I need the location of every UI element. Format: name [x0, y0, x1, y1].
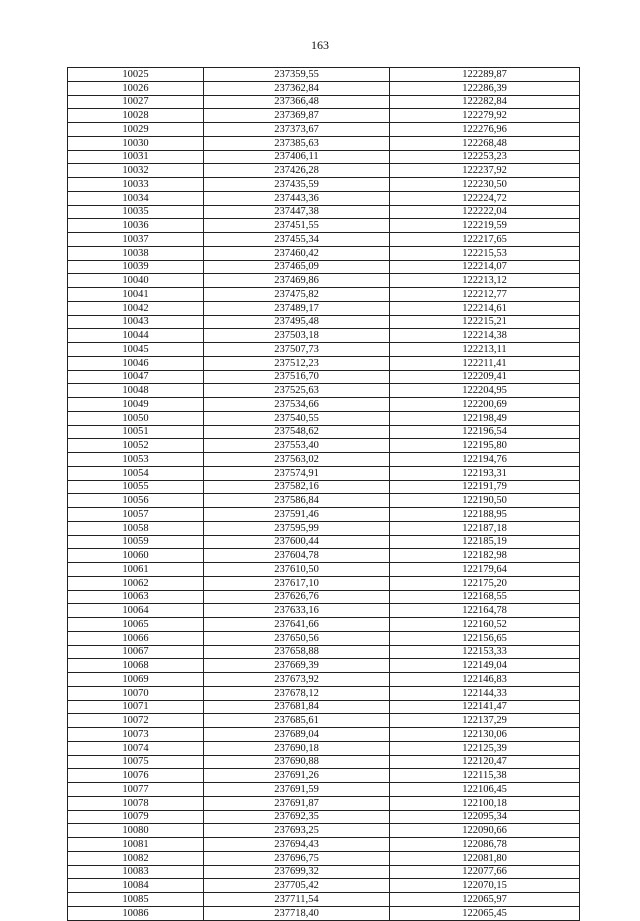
x-coordinate-cell: 237591,46 — [204, 508, 390, 522]
point-number-cell: 10071 — [68, 700, 204, 714]
x-coordinate-cell: 237385,63 — [204, 136, 390, 150]
table-row — [68, 851, 580, 865]
point-number-cell: 10066 — [68, 631, 204, 645]
y-coordinate-cell: 122146,83 — [390, 673, 580, 687]
y-coordinate-cell: 122086,78 — [390, 838, 580, 852]
x-coordinate-cell: 237617,10 — [204, 576, 390, 590]
x-coordinate-cell: 237693,25 — [204, 824, 390, 838]
point-number-cell: 10054 — [68, 466, 204, 480]
table-row — [68, 453, 580, 467]
y-coordinate-cell: 122149,04 — [390, 659, 580, 673]
x-coordinate-cell: 237711,54 — [204, 893, 390, 907]
y-coordinate-cell: 122141,47 — [390, 700, 580, 714]
point-number-cell: 10086 — [68, 906, 204, 920]
x-coordinate-cell: 237691,26 — [204, 769, 390, 783]
point-number-cell: 10064 — [68, 604, 204, 618]
x-coordinate-cell: 237586,84 — [204, 494, 390, 508]
x-coordinate-cell: 237451,55 — [204, 219, 390, 233]
x-coordinate-cell: 237548,62 — [204, 425, 390, 439]
table-row — [68, 631, 580, 645]
table-row — [68, 769, 580, 783]
point-number-cell: 10067 — [68, 645, 204, 659]
y-coordinate-cell: 122081,80 — [390, 851, 580, 865]
point-number-cell: 10030 — [68, 136, 204, 150]
y-coordinate-cell: 122137,29 — [390, 714, 580, 728]
y-coordinate-cell: 122090,66 — [390, 824, 580, 838]
y-coordinate-cell: 122214,07 — [390, 260, 580, 274]
x-coordinate-cell: 237685,61 — [204, 714, 390, 728]
y-coordinate-cell: 122276,96 — [390, 123, 580, 137]
table-row — [68, 439, 580, 453]
coordinates-table-body — [68, 68, 580, 921]
y-coordinate-cell: 122286,39 — [390, 81, 580, 95]
point-number-cell: 10063 — [68, 590, 204, 604]
y-coordinate-cell: 122195,80 — [390, 439, 580, 453]
y-coordinate-cell: 122279,92 — [390, 109, 580, 123]
table-row — [68, 466, 580, 480]
point-number-cell: 10052 — [68, 439, 204, 453]
point-number-cell: 10027 — [68, 95, 204, 109]
table-row — [68, 618, 580, 632]
point-number-cell: 10034 — [68, 191, 204, 205]
table-row — [68, 508, 580, 522]
y-coordinate-cell: 122144,33 — [390, 686, 580, 700]
x-coordinate-cell: 237690,88 — [204, 755, 390, 769]
table-row — [68, 673, 580, 687]
table-row — [68, 576, 580, 590]
point-number-cell: 10085 — [68, 893, 204, 907]
table-row — [68, 741, 580, 755]
table-row — [68, 301, 580, 315]
x-coordinate-cell: 237469,86 — [204, 274, 390, 288]
x-coordinate-cell: 237443,36 — [204, 191, 390, 205]
y-coordinate-cell: 122209,41 — [390, 370, 580, 384]
table-row — [68, 384, 580, 398]
x-coordinate-cell: 237373,67 — [204, 123, 390, 137]
y-coordinate-cell: 122182,98 — [390, 549, 580, 563]
y-coordinate-cell: 122160,52 — [390, 618, 580, 632]
x-coordinate-cell: 237507,73 — [204, 343, 390, 357]
y-coordinate-cell: 122222,04 — [390, 205, 580, 219]
table-row — [68, 260, 580, 274]
table-row — [68, 796, 580, 810]
y-coordinate-cell: 122237,92 — [390, 164, 580, 178]
point-number-cell: 10044 — [68, 329, 204, 343]
table-row — [68, 879, 580, 893]
point-number-cell: 10038 — [68, 246, 204, 260]
point-number-cell: 10084 — [68, 879, 204, 893]
table-row — [68, 494, 580, 508]
point-number-cell: 10049 — [68, 398, 204, 412]
y-coordinate-cell: 122164,78 — [390, 604, 580, 618]
point-number-cell: 10040 — [68, 274, 204, 288]
point-number-cell: 10047 — [68, 370, 204, 384]
y-coordinate-cell: 122187,18 — [390, 521, 580, 535]
y-coordinate-cell: 122175,20 — [390, 576, 580, 590]
y-coordinate-cell: 122215,21 — [390, 315, 580, 329]
x-coordinate-cell: 237691,59 — [204, 783, 390, 797]
table-row — [68, 645, 580, 659]
y-coordinate-cell: 122213,11 — [390, 343, 580, 357]
x-coordinate-cell: 237465,09 — [204, 260, 390, 274]
point-number-cell: 10043 — [68, 315, 204, 329]
y-coordinate-cell: 122153,33 — [390, 645, 580, 659]
y-coordinate-cell: 122213,12 — [390, 274, 580, 288]
point-number-cell: 10051 — [68, 425, 204, 439]
x-coordinate-cell: 237699,32 — [204, 865, 390, 879]
table-row — [68, 521, 580, 535]
coordinates-table — [67, 67, 580, 921]
table-row — [68, 425, 580, 439]
table-row — [68, 906, 580, 920]
point-number-cell: 10031 — [68, 150, 204, 164]
point-number-cell: 10079 — [68, 810, 204, 824]
point-number-cell: 10070 — [68, 686, 204, 700]
point-number-cell: 10081 — [68, 838, 204, 852]
point-number-cell: 10036 — [68, 219, 204, 233]
point-number-cell: 10072 — [68, 714, 204, 728]
x-coordinate-cell: 237489,17 — [204, 301, 390, 315]
table-row — [68, 315, 580, 329]
y-coordinate-cell: 122268,48 — [390, 136, 580, 150]
table-row — [68, 233, 580, 247]
x-coordinate-cell: 237503,18 — [204, 329, 390, 343]
point-number-cell: 10082 — [68, 851, 204, 865]
point-number-cell: 10041 — [68, 288, 204, 302]
table-row — [68, 563, 580, 577]
x-coordinate-cell: 237406,11 — [204, 150, 390, 164]
point-number-cell: 10025 — [68, 68, 204, 82]
table-row — [68, 838, 580, 852]
y-coordinate-cell: 122106,45 — [390, 783, 580, 797]
y-coordinate-cell: 122211,41 — [390, 356, 580, 370]
point-number-cell: 10042 — [68, 301, 204, 315]
y-coordinate-cell: 122289,87 — [390, 68, 580, 82]
x-coordinate-cell: 237563,02 — [204, 453, 390, 467]
x-coordinate-cell: 237369,87 — [204, 109, 390, 123]
point-number-cell: 10065 — [68, 618, 204, 632]
x-coordinate-cell: 237595,99 — [204, 521, 390, 535]
point-number-cell: 10029 — [68, 123, 204, 137]
y-coordinate-cell: 122230,50 — [390, 178, 580, 192]
table-row — [68, 205, 580, 219]
point-number-cell: 10039 — [68, 260, 204, 274]
table-row — [68, 686, 580, 700]
point-number-cell: 10083 — [68, 865, 204, 879]
table-row — [68, 604, 580, 618]
x-coordinate-cell: 237460,42 — [204, 246, 390, 260]
table-row — [68, 714, 580, 728]
x-coordinate-cell: 237650,56 — [204, 631, 390, 645]
point-number-cell: 10061 — [68, 563, 204, 577]
y-coordinate-cell: 122215,53 — [390, 246, 580, 260]
x-coordinate-cell: 237540,55 — [204, 411, 390, 425]
table-row — [68, 535, 580, 549]
point-number-cell: 10075 — [68, 755, 204, 769]
x-coordinate-cell: 237582,16 — [204, 480, 390, 494]
point-number-cell: 10060 — [68, 549, 204, 563]
y-coordinate-cell: 122190,50 — [390, 494, 580, 508]
table-row — [68, 246, 580, 260]
point-number-cell: 10048 — [68, 384, 204, 398]
x-coordinate-cell: 237525,63 — [204, 384, 390, 398]
x-coordinate-cell: 237626,76 — [204, 590, 390, 604]
y-coordinate-cell: 122196,54 — [390, 425, 580, 439]
x-coordinate-cell: 237516,70 — [204, 370, 390, 384]
y-coordinate-cell: 122282,84 — [390, 95, 580, 109]
y-coordinate-cell: 122224,72 — [390, 191, 580, 205]
point-number-cell: 10059 — [68, 535, 204, 549]
point-number-cell: 10078 — [68, 796, 204, 810]
x-coordinate-cell: 237495,48 — [204, 315, 390, 329]
y-coordinate-cell: 122191,79 — [390, 480, 580, 494]
x-coordinate-cell: 237600,44 — [204, 535, 390, 549]
point-number-cell: 10045 — [68, 343, 204, 357]
y-coordinate-cell: 122065,97 — [390, 893, 580, 907]
point-number-cell: 10062 — [68, 576, 204, 590]
y-coordinate-cell: 122194,76 — [390, 453, 580, 467]
table-row — [68, 343, 580, 357]
y-coordinate-cell: 122214,61 — [390, 301, 580, 315]
x-coordinate-cell: 237512,23 — [204, 356, 390, 370]
table-row — [68, 590, 580, 604]
table-row — [68, 136, 580, 150]
point-number-cell: 10033 — [68, 178, 204, 192]
y-coordinate-cell: 122219,59 — [390, 219, 580, 233]
point-number-cell: 10046 — [68, 356, 204, 370]
y-coordinate-cell: 122185,19 — [390, 535, 580, 549]
y-coordinate-cell: 122193,31 — [390, 466, 580, 480]
table-row — [68, 755, 580, 769]
x-coordinate-cell: 237362,84 — [204, 81, 390, 95]
y-coordinate-cell: 122095,34 — [390, 810, 580, 824]
x-coordinate-cell: 237604,78 — [204, 549, 390, 563]
x-coordinate-cell: 237455,34 — [204, 233, 390, 247]
table-row — [68, 150, 580, 164]
x-coordinate-cell: 237447,38 — [204, 205, 390, 219]
table-row — [68, 700, 580, 714]
y-coordinate-cell: 122100,18 — [390, 796, 580, 810]
x-coordinate-cell: 237694,43 — [204, 838, 390, 852]
x-coordinate-cell: 237718,40 — [204, 906, 390, 920]
table-row — [68, 178, 580, 192]
x-coordinate-cell: 237553,40 — [204, 439, 390, 453]
y-coordinate-cell: 122200,69 — [390, 398, 580, 412]
point-number-cell: 10053 — [68, 453, 204, 467]
y-coordinate-cell: 122115,38 — [390, 769, 580, 783]
y-coordinate-cell: 122179,64 — [390, 563, 580, 577]
x-coordinate-cell: 237641,66 — [204, 618, 390, 632]
point-number-cell: 10037 — [68, 233, 204, 247]
point-number-cell: 10026 — [68, 81, 204, 95]
y-coordinate-cell: 122212,77 — [390, 288, 580, 302]
x-coordinate-cell: 237359,55 — [204, 68, 390, 82]
y-coordinate-cell: 122125,39 — [390, 741, 580, 755]
y-coordinate-cell: 122217,65 — [390, 233, 580, 247]
x-coordinate-cell: 237610,50 — [204, 563, 390, 577]
table-row — [68, 356, 580, 370]
table-row — [68, 95, 580, 109]
point-number-cell: 10076 — [68, 769, 204, 783]
table-row — [68, 123, 580, 137]
table-row — [68, 893, 580, 907]
table-row — [68, 81, 580, 95]
y-coordinate-cell: 122065,45 — [390, 906, 580, 920]
x-coordinate-cell: 237658,88 — [204, 645, 390, 659]
point-number-cell: 10068 — [68, 659, 204, 673]
table-row — [68, 411, 580, 425]
x-coordinate-cell: 237681,84 — [204, 700, 390, 714]
point-number-cell: 10069 — [68, 673, 204, 687]
x-coordinate-cell: 237475,82 — [204, 288, 390, 302]
table-row — [68, 865, 580, 879]
point-number-cell: 10028 — [68, 109, 204, 123]
y-coordinate-cell: 122188,95 — [390, 508, 580, 522]
point-number-cell: 10035 — [68, 205, 204, 219]
table-row — [68, 68, 580, 82]
y-coordinate-cell: 122077,66 — [390, 865, 580, 879]
point-number-cell: 10055 — [68, 480, 204, 494]
y-coordinate-cell: 122214,38 — [390, 329, 580, 343]
table-row — [68, 398, 580, 412]
x-coordinate-cell: 237633,16 — [204, 604, 390, 618]
x-coordinate-cell: 237678,12 — [204, 686, 390, 700]
y-coordinate-cell: 122070,15 — [390, 879, 580, 893]
point-number-cell: 10056 — [68, 494, 204, 508]
point-number-cell: 10080 — [68, 824, 204, 838]
y-coordinate-cell: 122156,65 — [390, 631, 580, 645]
table-row — [68, 329, 580, 343]
x-coordinate-cell: 237534,66 — [204, 398, 390, 412]
x-coordinate-cell: 237696,75 — [204, 851, 390, 865]
x-coordinate-cell: 237669,39 — [204, 659, 390, 673]
x-coordinate-cell: 237426,28 — [204, 164, 390, 178]
table-row — [68, 274, 580, 288]
point-number-cell: 10073 — [68, 728, 204, 742]
y-coordinate-cell: 122130,06 — [390, 728, 580, 742]
table-row — [68, 783, 580, 797]
table-row — [68, 810, 580, 824]
point-number-cell: 10032 — [68, 164, 204, 178]
page-number: 163 — [311, 38, 329, 52]
x-coordinate-cell: 237435,59 — [204, 178, 390, 192]
point-number-cell: 10058 — [68, 521, 204, 535]
table-row — [68, 288, 580, 302]
point-number-cell: 10077 — [68, 783, 204, 797]
x-coordinate-cell: 237690,18 — [204, 741, 390, 755]
table-row — [68, 370, 580, 384]
table-row — [68, 164, 580, 178]
x-coordinate-cell: 237691,87 — [204, 796, 390, 810]
point-number-cell: 10074 — [68, 741, 204, 755]
y-coordinate-cell: 122198,49 — [390, 411, 580, 425]
x-coordinate-cell: 237689,04 — [204, 728, 390, 742]
table-row — [68, 824, 580, 838]
table-row — [68, 480, 580, 494]
table-row — [68, 728, 580, 742]
y-coordinate-cell: 122253,23 — [390, 150, 580, 164]
x-coordinate-cell: 237574,91 — [204, 466, 390, 480]
point-number-cell: 10050 — [68, 411, 204, 425]
table-row — [68, 109, 580, 123]
point-number-cell: 10057 — [68, 508, 204, 522]
x-coordinate-cell: 237366,48 — [204, 95, 390, 109]
y-coordinate-cell: 122204,95 — [390, 384, 580, 398]
y-coordinate-cell: 122120,47 — [390, 755, 580, 769]
y-coordinate-cell: 122168,55 — [390, 590, 580, 604]
table-row — [68, 191, 580, 205]
x-coordinate-cell: 237705,42 — [204, 879, 390, 893]
table-row — [68, 549, 580, 563]
table-row — [68, 219, 580, 233]
x-coordinate-cell: 237673,92 — [204, 673, 390, 687]
table-row — [68, 659, 580, 673]
x-coordinate-cell: 237692,35 — [204, 810, 390, 824]
